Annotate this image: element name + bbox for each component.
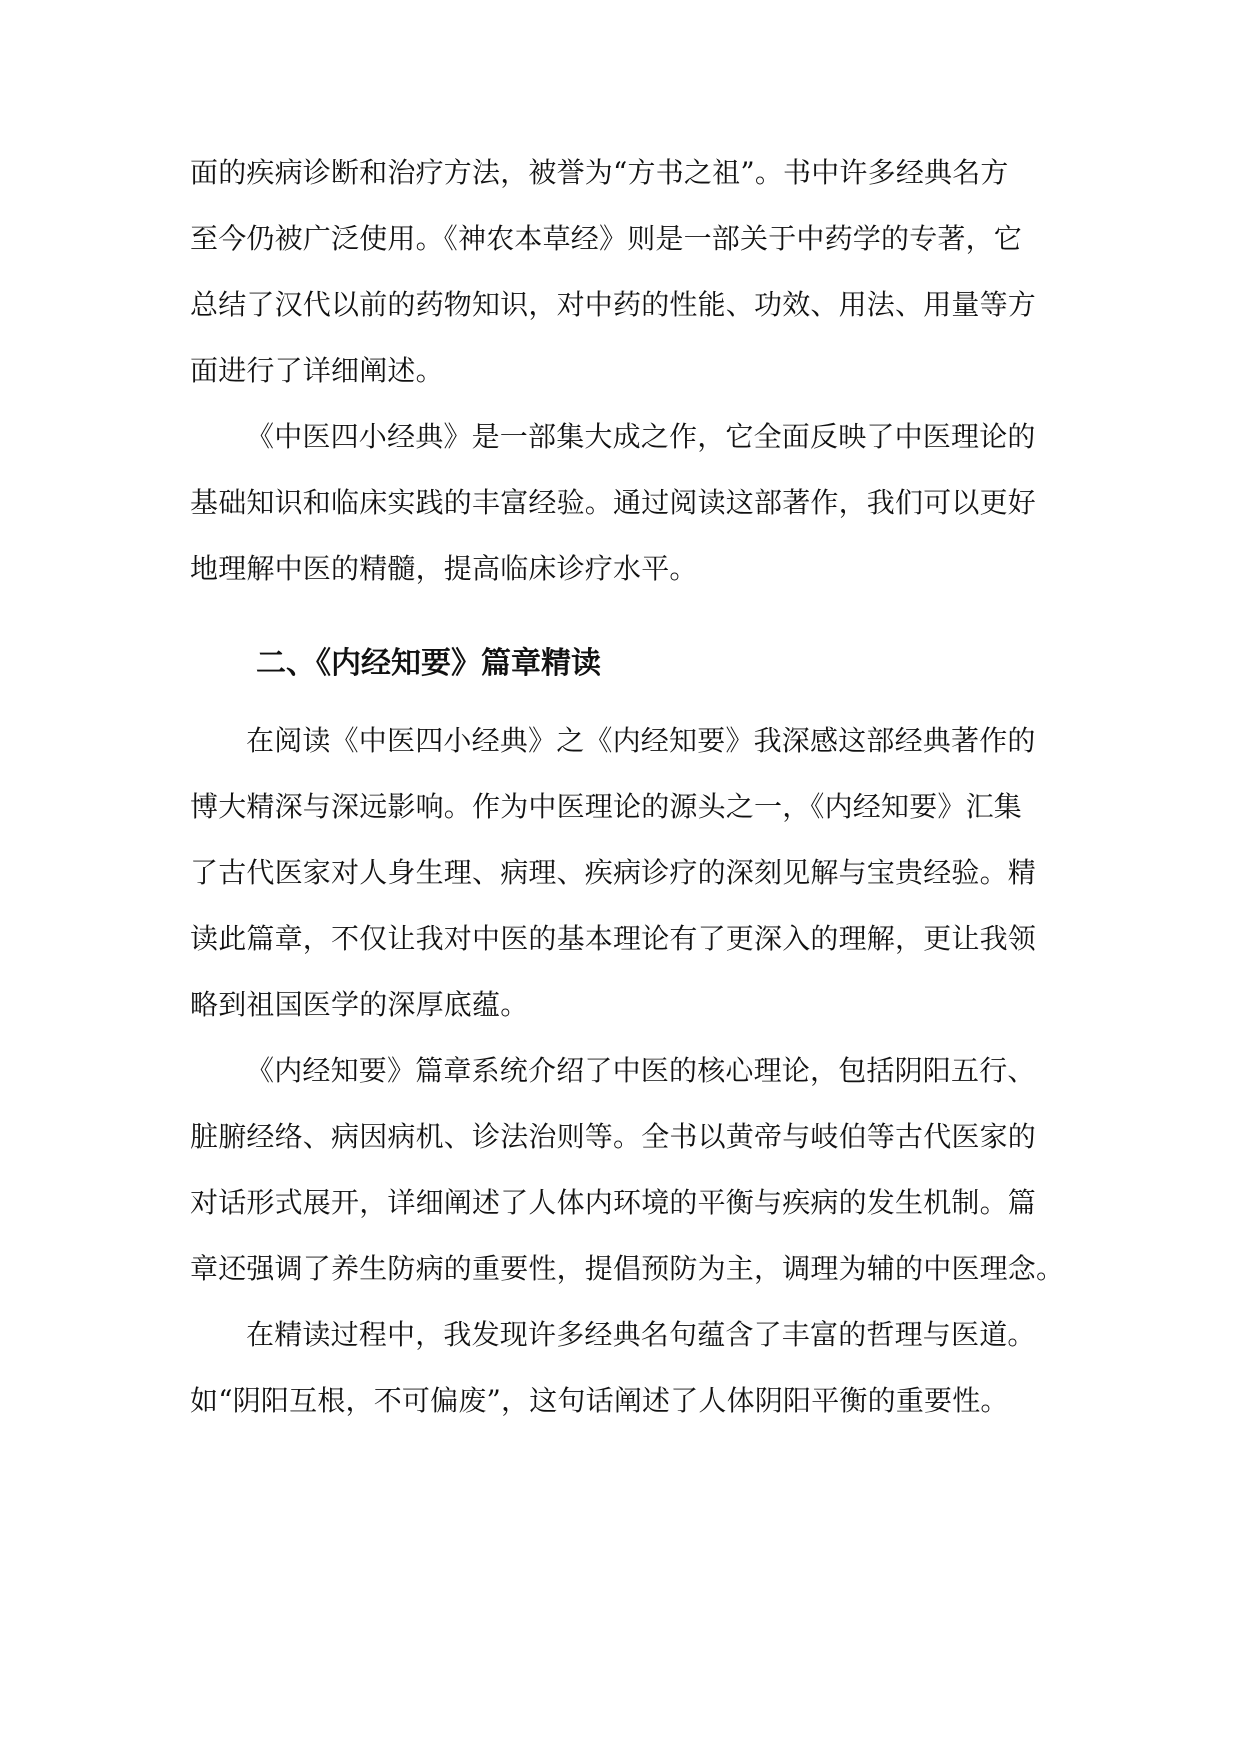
- paragraph-1-line-3: 总结了汉代以前的药物知识，对中药的性能、功效、用法、用量等方: [190, 288, 1037, 321]
- paragraph-2-line-2: 基础知识和临床实践的丰富经验。通过阅读这部著作，我们可以更好: [190, 486, 1037, 519]
- paragraph-4-line-3: 对话形式展开，详细阐述了人体内环境的平衡与疾病的发生机制。篇: [190, 1186, 1037, 1219]
- paragraph-1-line-2: 至今仍被广泛使用。《神农本草经》则是一部关于中药学的专著，它: [190, 222, 1023, 255]
- paragraph-1-line-1: 面的疾病诊断和治疗方法，被誉为“方书之祖”。书中许多经典名方: [190, 156, 1009, 189]
- paragraph-4-line-4: 章还强调了养生防病的重要性，提倡预防为主，调理为辅的中医理念。: [190, 1252, 1065, 1285]
- paragraph-2-line-3: 地理解中医的精髓，提高临床诊疗水平。: [190, 552, 698, 585]
- paragraph-3-line-5: 略到祖国医学的深厚底蕴。: [190, 988, 529, 1021]
- paragraph-4-line-2: 脏腑经络、病因病机、诊法治则等。全书以黄帝与岐伯等古代医家的: [190, 1120, 1037, 1153]
- paragraph-4-line-1: 《内经知要》篇章系统介绍了中医的核心理论，包括阴阳五行、: [246, 1054, 1036, 1087]
- section-heading: 二、《内经知要》篇章精读: [256, 646, 601, 681]
- paragraph-5-line-1: 在精读过程中，我发现许多经典名句蕴含了丰富的哲理与医道。: [246, 1318, 1036, 1351]
- paragraph-3-line-1: 在阅读《中医四小经典》之《内经知要》我深感这部经典著作的: [246, 724, 1036, 757]
- paragraph-3-line-4: 读此篇章，不仅让我对中医的基本理论有了更深入的理解，更让我领: [190, 922, 1037, 955]
- paragraph-2-line-1: 《中医四小经典》是一部集大成之作，它全面反映了中医理论的: [246, 420, 1036, 453]
- paragraph-3-line-2: 博大精深与深远影响。作为中医理论的源头之一，《内经知要》汇集: [190, 790, 1023, 823]
- paragraph-5-line-2: 如“阴阳互根，不可偏废”，这句话阐述了人体阴阳平衡的重要性。: [190, 1384, 1009, 1417]
- paragraph-1-line-4: 面进行了详细阐述。: [190, 354, 444, 387]
- paragraph-3-line-3: 了古代医家对人身生理、病理、疾病诊疗的深刻见解与宝贵经验。精: [190, 856, 1037, 889]
